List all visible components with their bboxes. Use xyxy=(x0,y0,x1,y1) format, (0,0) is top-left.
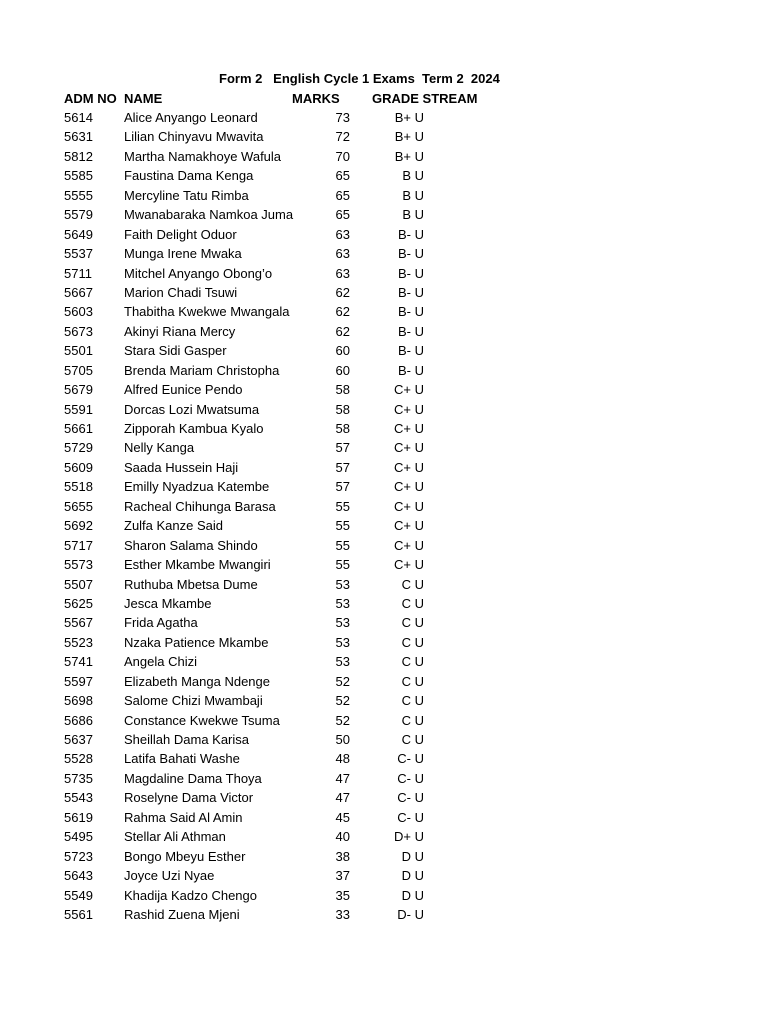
grade-stream-cell: B U xyxy=(402,207,424,223)
name-cell: Saada Hussein Haji xyxy=(124,459,239,475)
marks-cell: 53 xyxy=(335,615,350,631)
table-row xyxy=(0,810,768,829)
name-cell: Zulfa Kanze Said xyxy=(124,518,224,534)
adm-no-cell: 5729 xyxy=(64,440,93,456)
grade-stream-cell: B+ U xyxy=(394,129,424,145)
grade-stream-cell: B U xyxy=(402,168,424,184)
marks-cell: 63 xyxy=(335,226,350,242)
adm-no-cell: 5625 xyxy=(64,595,93,611)
adm-no-cell: 5537 xyxy=(64,246,93,262)
name-cell: Roselyne Dama Victor xyxy=(124,790,254,806)
marks-cell: 60 xyxy=(335,362,350,378)
table-row xyxy=(0,149,768,168)
marks-cell: 63 xyxy=(335,265,350,281)
adm-no-cell: 5518 xyxy=(64,479,93,495)
adm-no-cell: 5686 xyxy=(64,712,93,728)
name-cell: Elizabeth Manga Ndenge xyxy=(124,673,270,689)
name-cell: Esther Mkambe Mwangiri xyxy=(124,557,271,573)
table-row xyxy=(0,732,768,751)
adm-no-cell: 5495 xyxy=(64,829,93,845)
marks-cell: 53 xyxy=(335,576,350,592)
marks-cell: 35 xyxy=(335,887,350,903)
grade-stream-cell: C- U xyxy=(397,751,424,767)
table-row xyxy=(0,440,768,459)
adm-no-cell: 5573 xyxy=(64,557,93,573)
name-cell: Alfred Eunice Pendo xyxy=(124,382,243,398)
table-row xyxy=(0,713,768,732)
marks-cell: 47 xyxy=(335,790,350,806)
table-row xyxy=(0,771,768,790)
table-row xyxy=(0,168,768,187)
name-cell: Magdaline Dama Thoya xyxy=(124,770,262,786)
adm-no-cell: 5543 xyxy=(64,790,93,806)
marks-cell: 33 xyxy=(335,906,350,922)
marks-cell: 50 xyxy=(335,732,350,747)
table-row xyxy=(0,518,768,537)
table-row xyxy=(0,110,768,129)
grade-stream-cell: C+ U xyxy=(394,421,424,436)
header-adm-no: ADM NO xyxy=(64,91,117,106)
grade-stream-cell: C+ U xyxy=(394,518,424,534)
marks-cell: 48 xyxy=(335,751,350,767)
table-row xyxy=(0,207,768,226)
name-cell: Ruthuba Mbetsa Dume xyxy=(124,576,258,592)
grade-stream-cell: C U xyxy=(401,634,424,650)
grade-stream-cell: C+ U xyxy=(394,498,424,514)
marks-cell: 55 xyxy=(335,498,350,514)
grade-stream-cell: B U xyxy=(402,187,424,203)
adm-no-cell: 5619 xyxy=(64,809,93,825)
grade-stream-cell: C U xyxy=(401,712,424,728)
adm-no-cell: 5711 xyxy=(64,265,92,281)
table-row xyxy=(0,382,768,401)
grade-stream-cell: B- U xyxy=(398,226,424,242)
grade-stream-cell: B- U xyxy=(398,323,424,339)
table-row xyxy=(0,654,768,673)
adm-no-cell: 5679 xyxy=(64,382,93,398)
name-cell: Sharon Salama Shindo xyxy=(124,537,258,553)
marks-cell: 72 xyxy=(335,129,350,145)
table-row xyxy=(0,227,768,246)
adm-no-cell: 5567 xyxy=(64,615,93,631)
grade-stream-cell: B- U xyxy=(398,304,424,320)
table-row xyxy=(0,868,768,887)
table-row xyxy=(0,635,768,654)
table-row xyxy=(0,304,768,323)
grade-stream-cell: C+ U xyxy=(394,382,424,398)
adm-no-cell: 5579 xyxy=(64,207,93,223)
marks-cell: 62 xyxy=(335,304,350,320)
table-row xyxy=(0,266,768,285)
name-cell: Stara Sidi Gasper xyxy=(124,343,227,359)
name-cell: Mwanabaraka Namkoa Juma xyxy=(124,207,294,223)
marks-cell: 65 xyxy=(335,187,350,203)
grade-stream-cell: B- U xyxy=(398,362,424,378)
adm-no-cell: 5597 xyxy=(64,673,93,689)
marks-cell: 38 xyxy=(335,848,350,864)
grade-stream-cell: B+ U xyxy=(394,110,424,125)
grade-stream-cell: B- U xyxy=(398,284,424,300)
adm-no-cell: 5591 xyxy=(64,401,93,417)
grade-stream-cell: C+ U xyxy=(394,537,424,553)
table-row xyxy=(0,849,768,868)
marks-cell: 63 xyxy=(335,246,350,262)
marks-cell: 53 xyxy=(335,634,350,650)
marks-cell: 40 xyxy=(335,829,350,845)
marks-cell: 57 xyxy=(335,459,350,475)
grade-stream-cell: C+ U xyxy=(394,459,424,475)
adm-no-cell: 5614 xyxy=(64,110,93,125)
adm-no-cell: 5637 xyxy=(64,732,93,747)
table-row xyxy=(0,907,768,926)
marks-cell: 53 xyxy=(335,654,350,670)
name-cell: Marion Chadi Tsuwi xyxy=(124,284,238,300)
name-cell: Sheillah Dama Karisa xyxy=(124,732,250,747)
marks-cell: 57 xyxy=(335,440,350,456)
table-row xyxy=(0,693,768,712)
table-row xyxy=(0,751,768,770)
adm-no-cell: 5523 xyxy=(64,634,93,650)
table-row xyxy=(0,557,768,576)
adm-no-cell: 5643 xyxy=(64,868,93,884)
adm-no-cell: 5528 xyxy=(64,751,93,767)
table-row xyxy=(0,324,768,343)
table-row xyxy=(0,421,768,440)
marks-cell: 53 xyxy=(335,595,350,611)
name-cell: Zipporah Kambua Kyalo xyxy=(124,421,264,436)
adm-no-cell: 5705 xyxy=(64,362,93,378)
table-row xyxy=(0,829,768,848)
results-table xyxy=(0,110,768,926)
marks-cell: 65 xyxy=(335,168,350,184)
name-cell: Nelly Kanga xyxy=(124,440,195,456)
adm-no-cell: 5507 xyxy=(64,576,93,592)
name-cell: Constance Kwekwe Tsuma xyxy=(124,712,280,728)
table-row xyxy=(0,577,768,596)
name-cell: Faith Delight Oduor xyxy=(124,226,237,242)
grade-stream-cell: C- U xyxy=(397,809,424,825)
header-name: NAME xyxy=(124,91,163,106)
adm-no-cell: 5631 xyxy=(64,129,93,145)
grade-stream-cell: C U xyxy=(401,673,424,689)
table-row xyxy=(0,129,768,148)
name-cell: Martha Namakhoye Wafula xyxy=(124,148,282,164)
grade-stream-cell: B- U xyxy=(398,343,424,359)
grade-stream-cell: B- U xyxy=(398,246,424,262)
grade-stream-cell: C+ U xyxy=(394,440,424,456)
adm-no-cell: 5501 xyxy=(64,343,93,359)
marks-cell: 70 xyxy=(335,148,350,164)
table-row xyxy=(0,888,768,907)
table-row xyxy=(0,402,768,421)
table-header xyxy=(0,91,768,107)
adm-no-cell: 5555 xyxy=(64,187,93,203)
name-cell: Akinyi Riana Mercy xyxy=(124,323,236,339)
grade-stream-cell: D+ U xyxy=(394,829,424,845)
name-cell: Alice Anyango Leonard xyxy=(124,110,258,125)
name-cell: Joyce Uzi Nyae xyxy=(124,868,215,884)
table-row xyxy=(0,188,768,207)
name-cell: Thabitha Kwekwe Mwangala xyxy=(124,304,290,320)
marks-cell: 55 xyxy=(335,518,350,534)
marks-cell: 37 xyxy=(335,868,350,884)
grade-stream-cell: D U xyxy=(401,887,424,903)
table-row xyxy=(0,499,768,518)
name-cell: Munga Irene Mwaka xyxy=(124,246,242,262)
name-cell: Nzaka Patience Mkambe xyxy=(124,634,269,650)
table-row xyxy=(0,363,768,382)
table-row xyxy=(0,460,768,479)
marks-cell: 57 xyxy=(335,479,350,495)
name-cell: Lilian Chinyavu Mwavita xyxy=(124,129,264,145)
grade-stream-cell: D- U xyxy=(397,906,424,922)
table-row xyxy=(0,674,768,693)
name-cell: Rahma Said Al Amin xyxy=(124,809,243,825)
marks-cell: 62 xyxy=(335,284,350,300)
adm-no-cell: 5609 xyxy=(64,459,93,475)
marks-cell: 55 xyxy=(335,537,350,553)
name-cell: Emilly Nyadzua Katembe xyxy=(124,479,270,495)
grade-stream-cell: C+ U xyxy=(394,557,424,573)
marks-cell: 58 xyxy=(335,421,350,436)
name-cell: Brenda Mariam Christopha xyxy=(124,362,280,378)
grade-stream-cell: C U xyxy=(401,615,424,631)
adm-no-cell: 5549 xyxy=(64,887,93,903)
name-cell: Rashid Zuena Mjeni xyxy=(124,906,240,922)
marks-cell: 55 xyxy=(335,557,350,573)
name-cell: Frida Agatha xyxy=(124,615,198,631)
marks-cell: 52 xyxy=(335,712,350,728)
table-row xyxy=(0,285,768,304)
grade-stream-cell: C+ U xyxy=(394,479,424,495)
name-cell: Salome Chizi Mwambaji xyxy=(124,693,263,709)
name-cell: Khadija Kadzo Chengo xyxy=(124,887,257,903)
adm-no-cell: 5812 xyxy=(64,148,93,164)
grade-stream-cell: C- U xyxy=(397,770,424,786)
name-cell: Bongo Mbeyu Esther xyxy=(124,848,246,864)
adm-no-cell: 5692 xyxy=(64,518,93,534)
grade-stream-cell: C U xyxy=(401,732,424,747)
table-row xyxy=(0,343,768,362)
name-cell: Angela Chizi xyxy=(124,654,197,670)
adm-no-cell: 5723 xyxy=(64,848,93,864)
adm-no-cell: 5649 xyxy=(64,226,93,242)
adm-no-cell: 5667 xyxy=(64,284,93,300)
grade-stream-cell: B+ U xyxy=(394,148,424,164)
grade-stream-cell: C- U xyxy=(397,790,424,806)
grade-stream-cell: C U xyxy=(401,693,424,709)
marks-cell: 52 xyxy=(335,693,350,709)
name-cell: Faustina Dama Kenga xyxy=(124,168,254,184)
header-grade-stream: GRADE STREAM xyxy=(372,91,478,106)
table-row xyxy=(0,538,768,557)
adm-no-cell: 5603 xyxy=(64,304,93,320)
marks-cell: 52 xyxy=(335,673,350,689)
table-row xyxy=(0,596,768,615)
grade-stream-cell: B- U xyxy=(398,265,424,281)
name-cell: Mitchel Anyango Obong’o xyxy=(124,265,273,281)
name-cell: Jesca Mkambe xyxy=(124,595,212,611)
marks-cell: 65 xyxy=(335,207,350,223)
adm-no-cell: 5741 xyxy=(64,654,93,670)
table-row xyxy=(0,246,768,265)
marks-cell: 47 xyxy=(335,770,350,786)
adm-no-cell: 5561 xyxy=(64,906,93,922)
page-title: Form 2 English Cycle 1 Exams Term 2 2024 xyxy=(219,71,500,86)
marks-cell: 60 xyxy=(335,343,350,359)
table-row xyxy=(0,479,768,498)
marks-cell: 58 xyxy=(335,401,350,417)
marks-cell: 73 xyxy=(335,110,350,125)
name-cell: Mercyline Tatu Rimba xyxy=(124,187,249,203)
name-cell: Latifa Bahati Washe xyxy=(124,751,240,767)
marks-cell: 58 xyxy=(335,382,350,398)
adm-no-cell: 5655 xyxy=(64,498,93,514)
grade-stream-cell: D U xyxy=(401,848,424,864)
marks-cell: 45 xyxy=(335,809,350,825)
adm-no-cell: 5717 xyxy=(64,537,93,553)
grade-stream-cell: C U xyxy=(401,654,424,670)
name-cell: Stellar Ali Athman xyxy=(124,829,226,845)
table-row xyxy=(0,615,768,634)
adm-no-cell: 5661 xyxy=(64,421,93,436)
adm-no-cell: 5698 xyxy=(64,693,93,709)
adm-no-cell: 5673 xyxy=(64,323,93,339)
grade-stream-cell: D U xyxy=(401,868,424,884)
header-marks: MARKS xyxy=(292,91,340,106)
name-cell: Dorcas Lozi Mwatsuma xyxy=(124,401,260,417)
marks-cell: 62 xyxy=(335,323,350,339)
grade-stream-cell: C+ U xyxy=(394,401,424,417)
table-row xyxy=(0,790,768,809)
name-cell: Racheal Chihunga Barasa xyxy=(124,498,276,514)
adm-no-cell: 5735 xyxy=(64,770,93,786)
adm-no-cell: 5585 xyxy=(64,168,93,184)
grade-stream-cell: C U xyxy=(401,576,424,592)
grade-stream-cell: C U xyxy=(401,595,424,611)
